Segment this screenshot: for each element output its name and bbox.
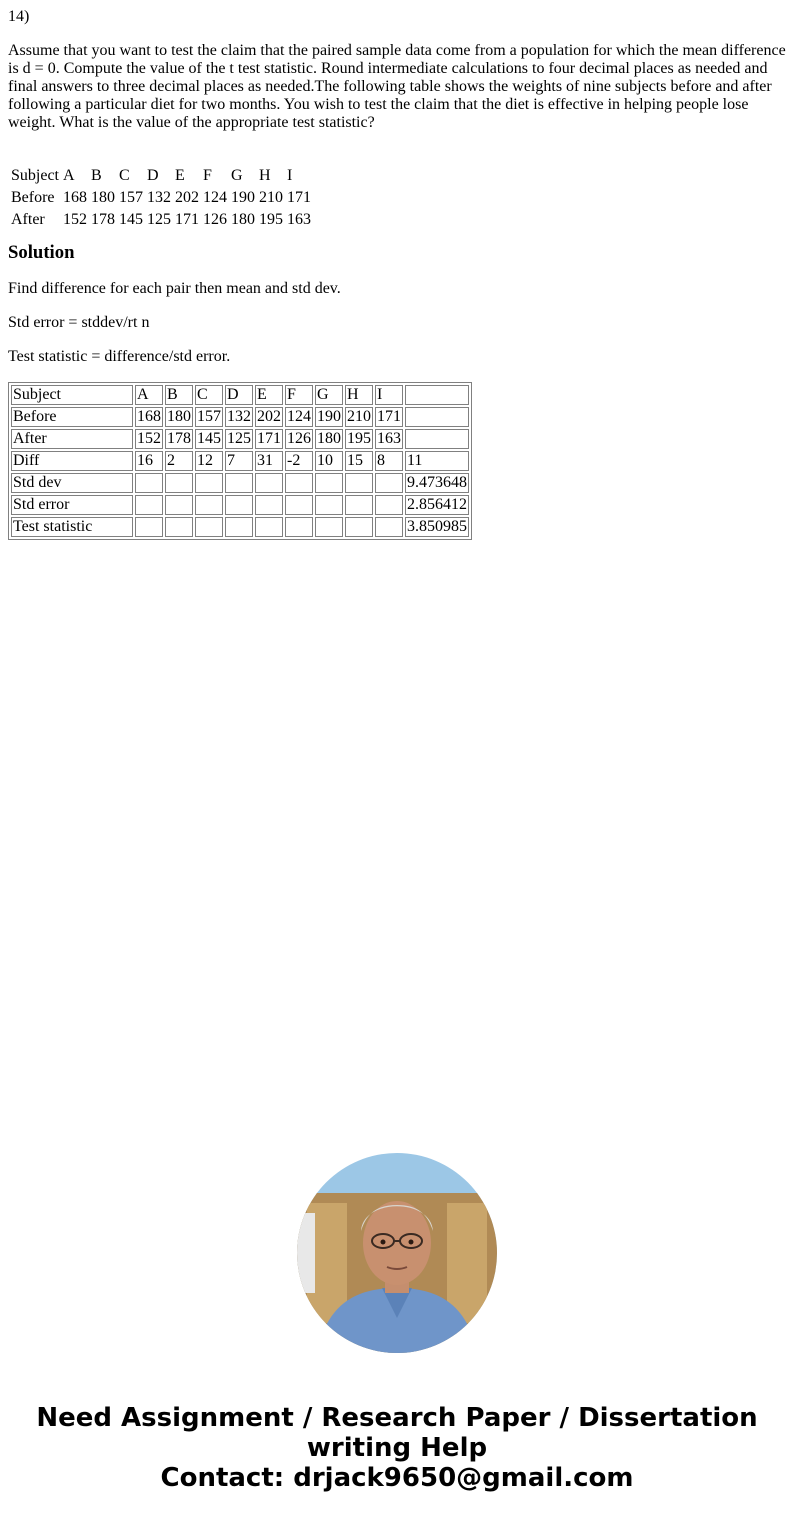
value-cell: 157 [197,408,221,425]
value-cell: 126 [287,430,311,447]
value-cell [345,473,373,493]
value-cell [135,517,163,537]
row-label-cell: After [11,429,133,449]
value-cell: C [119,167,130,184]
solution-heading: Solution [8,242,75,263]
value-cell: 190 [231,189,255,206]
value-cell: 124 [203,189,227,206]
value-cell: 180 [231,211,255,228]
value-cell [405,429,469,449]
solution-table-row [11,517,469,537]
value-cell: 2 [165,451,193,471]
value-cell [315,495,343,515]
value-cell: 171 [257,430,281,447]
value-cell [285,495,313,515]
row-label-cell: Before [11,189,55,206]
author-portrait-image [297,1153,497,1353]
value-cell: 163 [377,430,401,447]
value-cell: 132 [147,189,171,206]
value-cell [315,473,343,493]
value-cell: E [255,385,283,405]
value-cell: 9.473648 [407,474,467,491]
row-label-cell: Subject [11,167,59,184]
row-label-cell: Subject [11,385,133,405]
value-cell [165,517,193,537]
value-cell: 202 [257,408,281,425]
value-cell [405,407,469,427]
solution-line: Std error = stddev/rt n [8,314,150,331]
value-cell [165,473,193,493]
value-cell: 210 [259,189,283,206]
value-cell [255,517,283,537]
value-cell: 168 [137,408,161,425]
value-cell: 202 [175,189,199,206]
value-cell [405,385,469,405]
value-cell: 16 [135,451,163,471]
question-text: Assume that you want to test the claim that the paired sample data come from a population for which the mean difference is d = 0. Compute the value of the t test statistic. Round intermediate calculations to four decimal places as needed and final answers to three decimal places as needed.The following table shows the weights of nine subjects before and after following a particular diet for two months. You wish to test the claim that the diet is effective in helping people lose weight. What is the value of the appropriate test statistic? [8,42,786,131]
value-cell: E [175,167,185,184]
value-cell [135,495,163,515]
solution-table-row [11,385,469,405]
value-cell: 168 [63,189,87,206]
value-cell [225,495,253,515]
value-cell [375,473,403,493]
value-cell [345,517,373,537]
row-label-cell: Before [11,407,133,427]
author-photo [297,1153,497,1353]
row-label-cell: Std dev [11,473,133,493]
solution-table-row [11,451,469,471]
question-table-row [10,166,312,186]
value-cell [255,495,283,515]
value-cell: 171 [377,408,401,425]
promo-line: writing Help [306,1433,488,1463]
solution-table-row [11,407,469,427]
value-cell: 125 [227,430,251,447]
value-cell [195,495,223,515]
value-cell: 152 [137,430,161,447]
value-cell: 171 [175,211,199,228]
value-cell: 15 [345,451,373,471]
value-cell: F [285,385,313,405]
value-cell: 190 [317,408,341,425]
row-label-cell: Test statistic [11,517,133,537]
value-cell: 10 [315,451,343,471]
value-cell [225,517,253,537]
value-cell: 2.856412 [407,496,467,513]
value-cell [375,517,403,537]
value-cell: G [315,385,343,405]
value-cell [255,473,283,493]
value-cell: 7 [225,451,253,471]
value-cell: I [375,385,403,405]
question-table-row [10,210,312,230]
value-cell: B [165,385,193,405]
value-cell: 145 [197,430,221,447]
value-cell: 11 [405,451,469,471]
question-table-row [10,188,312,208]
solution-table-row [11,473,469,493]
value-cell: 178 [91,211,115,228]
value-cell: 157 [119,189,143,206]
contact-line: Contact: drjack9650@gmail.com [160,1463,634,1493]
value-cell: -2 [285,451,313,471]
value-cell: 163 [287,211,311,228]
value-cell: 180 [167,408,191,425]
value-cell [195,473,223,493]
question-number: 14) [8,8,30,25]
value-cell: A [63,167,75,184]
value-cell: 171 [287,189,311,206]
value-cell: G [231,167,243,184]
value-cell [375,495,403,515]
solution-table [8,382,472,540]
value-cell: I [287,167,293,184]
value-cell [285,473,313,493]
value-cell: H [259,167,271,184]
value-cell: 180 [317,430,341,447]
value-cell: C [195,385,223,405]
value-cell [315,517,343,537]
value-cell: 126 [203,211,227,228]
value-cell: 152 [63,211,87,228]
promo-footer [0,1403,794,1493]
value-cell [165,495,193,515]
value-cell [345,495,373,515]
value-cell: H [345,385,373,405]
solution-line: Find difference for each pair then mean and std dev. [8,280,341,297]
question-table [8,164,314,232]
value-cell [135,473,163,493]
value-cell [285,517,313,537]
value-cell: 124 [287,408,311,425]
value-cell [195,517,223,537]
solution-line: Test statistic = difference/std error. [8,348,231,365]
value-cell: 8 [375,451,403,471]
solution-table-row [11,495,469,515]
value-cell: 125 [147,211,171,228]
value-cell: D [147,167,159,184]
value-cell: 132 [227,408,251,425]
value-cell: 195 [347,430,371,447]
value-cell: 145 [119,211,143,228]
row-label-cell: After [11,211,45,228]
row-label-cell: Diff [11,451,133,471]
document-body [0,0,794,540]
solution-table-row [11,429,469,449]
value-cell: 195 [259,211,283,228]
value-cell: 178 [167,430,191,447]
value-cell: F [203,167,212,184]
promo-line: Need Assignment / Research Paper / Dissertation [36,1403,758,1433]
value-cell: B [91,167,102,184]
value-cell: D [225,385,253,405]
value-cell [225,473,253,493]
value-cell: 12 [195,451,223,471]
value-cell: 31 [255,451,283,471]
value-cell: 180 [91,189,115,206]
row-label-cell: Std error [11,495,133,515]
value-cell: 3.850985 [407,518,467,535]
value-cell: 210 [347,408,371,425]
value-cell: A [135,385,163,405]
